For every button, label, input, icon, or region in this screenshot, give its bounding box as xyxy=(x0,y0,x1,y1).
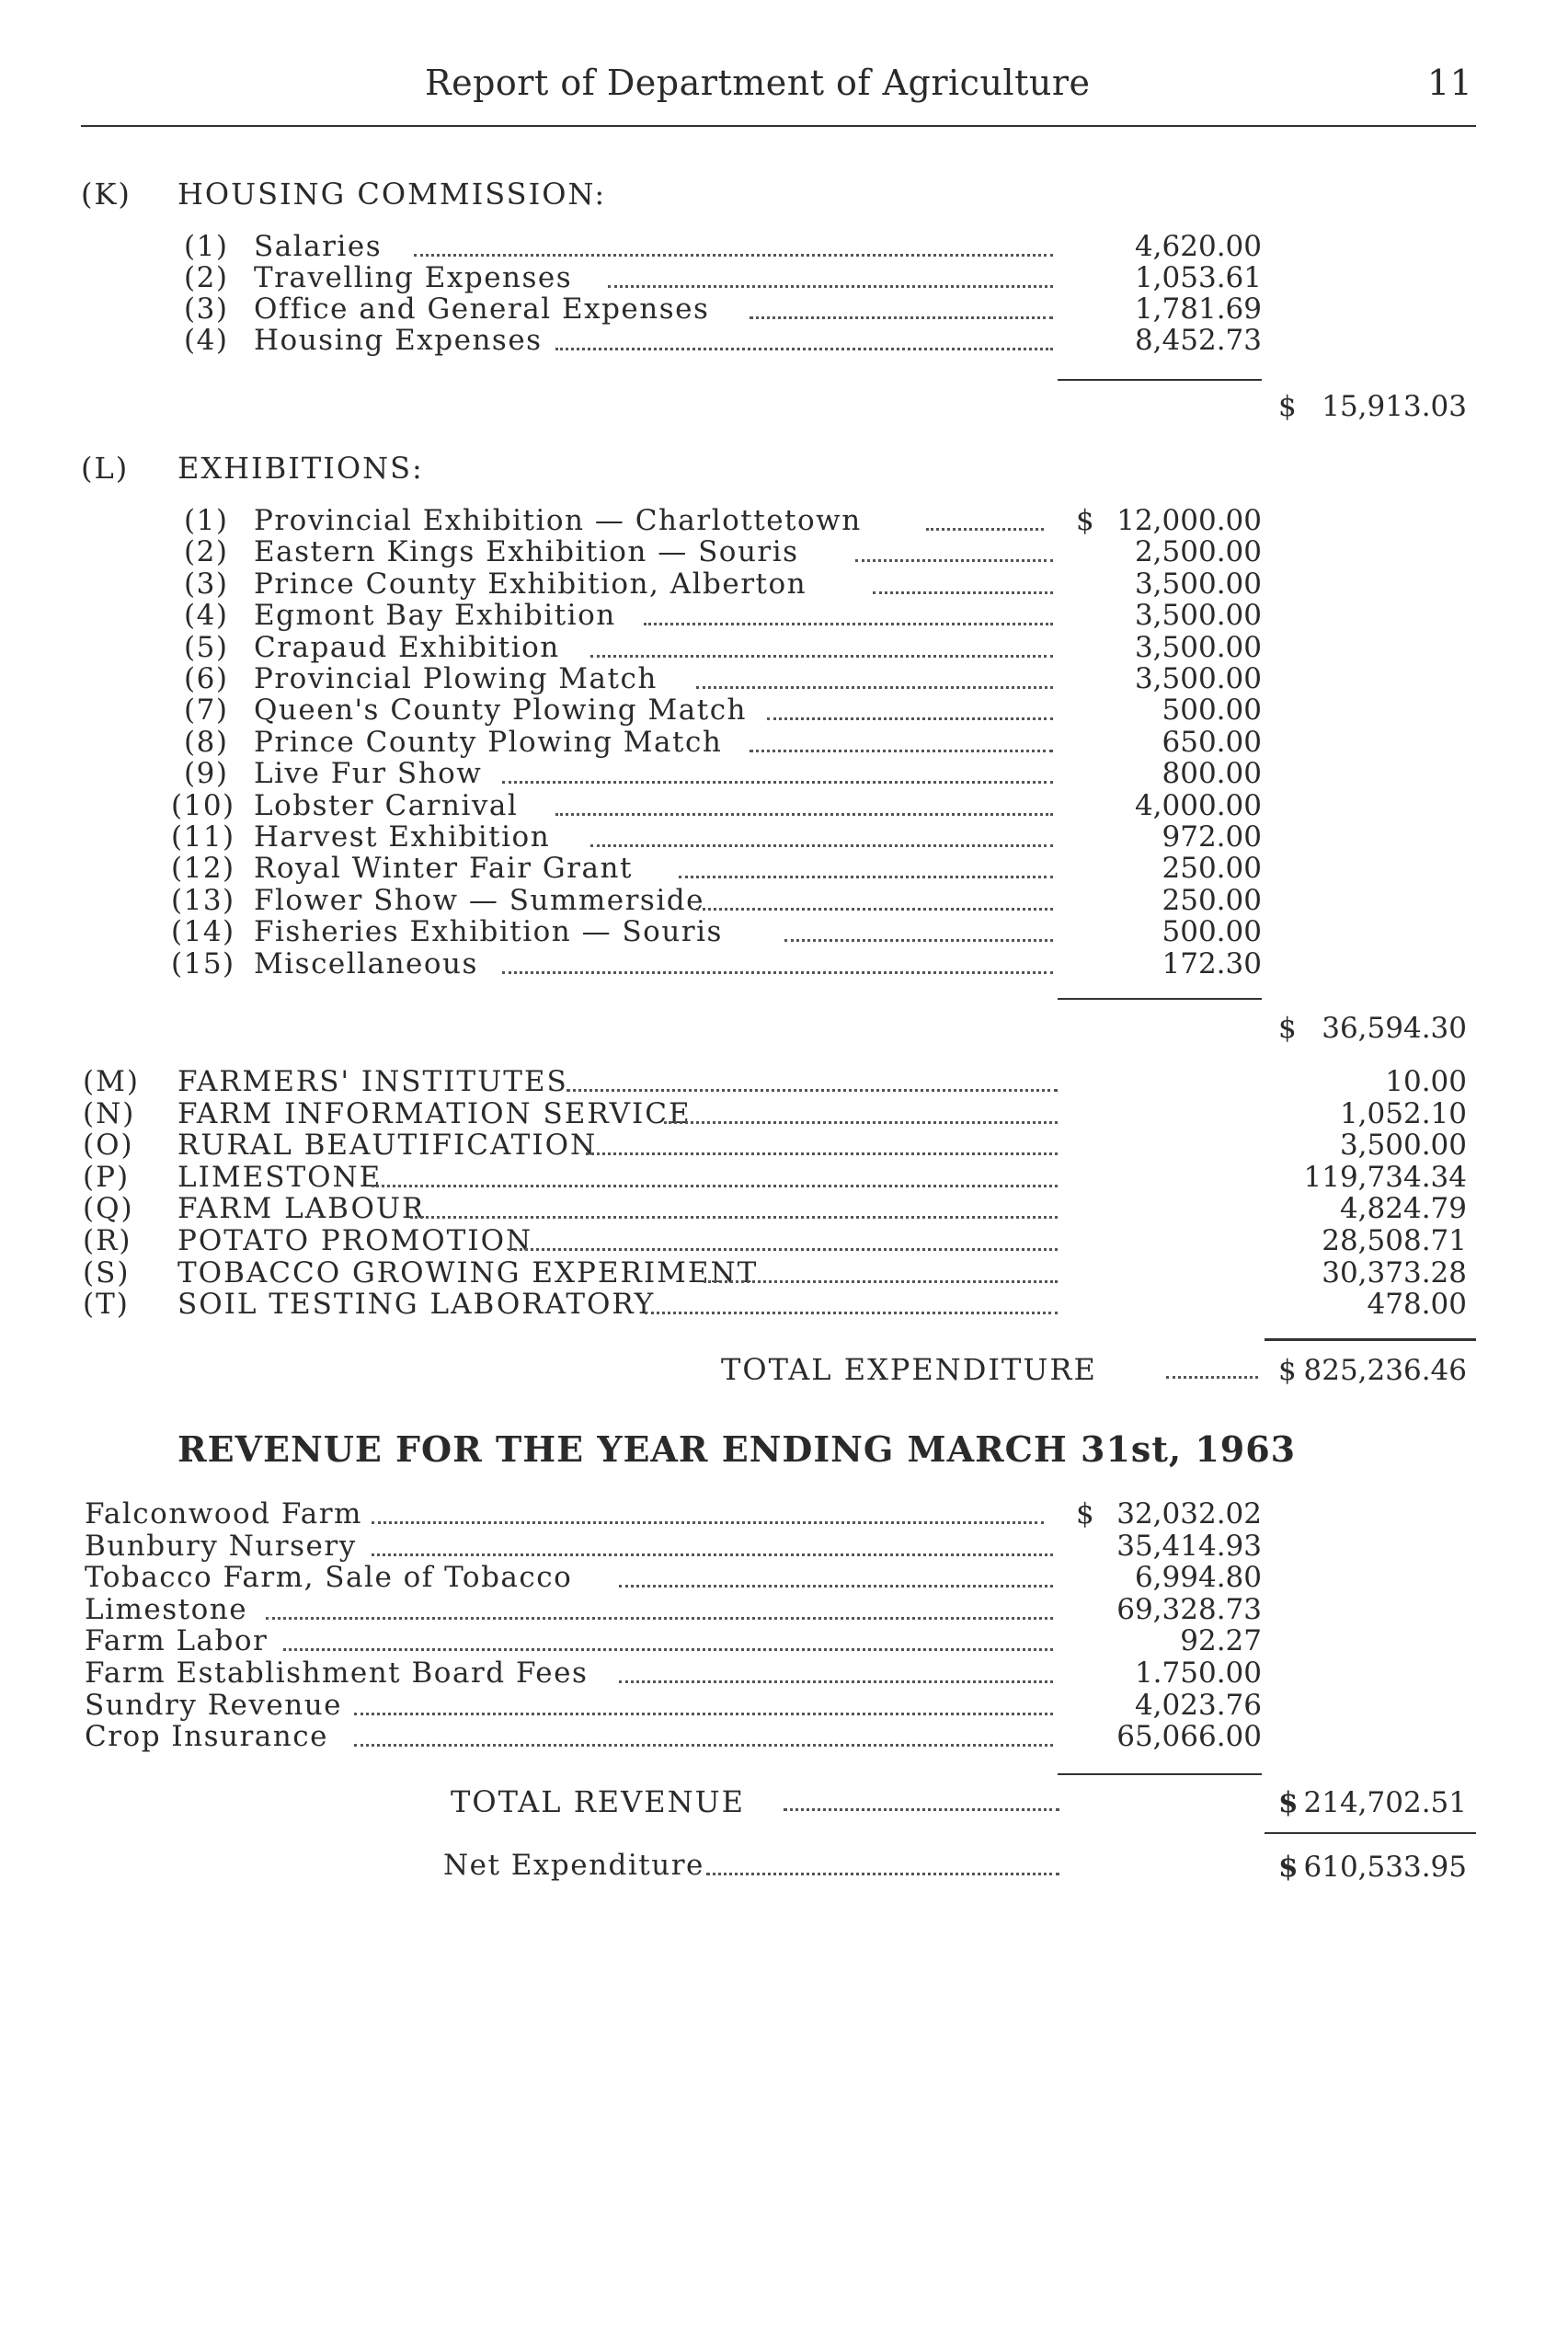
other-section-label: FARM LABOUR xyxy=(177,1192,426,1225)
l-item-label: Flower Show — Summerside xyxy=(254,884,704,917)
l-item-number: (14) xyxy=(171,915,235,948)
total-expenditure-label: TOTAL EXPENDITURE xyxy=(721,1352,1097,1387)
l-item-leader xyxy=(750,750,1053,752)
other-section-code: (S) xyxy=(83,1256,131,1290)
other-section-leader xyxy=(645,1312,1058,1314)
net-expenditure-rule xyxy=(1265,1832,1476,1834)
revenue-item-label: Sundry Revenue xyxy=(85,1689,343,1722)
l-item-label: Fisheries Exhibition — Souris xyxy=(254,915,723,948)
l-item-number: (15) xyxy=(171,947,235,980)
revenue-item-label: Limestone xyxy=(85,1593,248,1626)
section-l-total: 36,594.30 xyxy=(1322,1012,1467,1045)
expenditure-total-rule xyxy=(1265,1338,1476,1341)
other-section-amount: 1,052.10 xyxy=(1339,1097,1467,1130)
section-l-subtotal-rule xyxy=(1058,998,1262,1000)
other-section-code: (R) xyxy=(83,1224,132,1257)
total-revenue-leader xyxy=(784,1808,1059,1811)
l-item-number: (3) xyxy=(184,567,229,601)
revenue-first-symbol: $ xyxy=(1076,1497,1094,1530)
revenue-subtotal-rule xyxy=(1058,1773,1262,1775)
k-item-leader xyxy=(555,348,1053,350)
net-expenditure-label: Net Expenditure xyxy=(443,1849,704,1882)
other-section-code: (M) xyxy=(83,1065,140,1098)
l-item-number: (1) xyxy=(184,504,229,537)
l-item-label: Prince County Plowing Match xyxy=(254,726,723,759)
l-item-amount: 3,500.00 xyxy=(1134,631,1262,664)
other-section-leader xyxy=(586,1152,1058,1155)
other-section-leader xyxy=(410,1216,1058,1219)
other-section-amount: 119,734.34 xyxy=(1303,1161,1467,1194)
k-item-label: Travelling Expenses xyxy=(254,261,573,294)
k-item-amount: 1,053.61 xyxy=(1134,261,1262,294)
k-item-label: Housing Expenses xyxy=(254,324,543,357)
l-item-leader xyxy=(590,844,1053,847)
revenue-item-label: Bunbury Nursery xyxy=(85,1530,357,1563)
l-item-number: (5) xyxy=(184,631,229,664)
l-item-label: Queen's County Plowing Match xyxy=(254,694,748,727)
l-item-label: Provincial Plowing Match xyxy=(254,662,658,695)
l-item-amount: 12,000.00 xyxy=(1116,504,1262,537)
k-item-label: Salaries xyxy=(254,230,383,263)
net-expenditure-symbol: $ xyxy=(1278,1851,1299,1884)
k-item-number: (4) xyxy=(184,324,229,357)
l-item-leader xyxy=(696,686,1053,689)
l-item-label: Royal Winter Fair Grant xyxy=(254,852,633,885)
k-item-leader xyxy=(608,285,1053,288)
l-item-leader xyxy=(784,939,1053,942)
l-item-amount: 500.00 xyxy=(1162,694,1262,727)
l-item-label: Prince County Exhibition, Alberton xyxy=(254,567,807,601)
net-expenditure-leader xyxy=(706,1873,1059,1875)
l-item-number: (10) xyxy=(171,789,235,822)
revenue-item-amount: 92.27 xyxy=(1180,1624,1262,1657)
l-item-number: (7) xyxy=(184,694,229,727)
k-item-number: (2) xyxy=(184,261,229,294)
l-item-number: (4) xyxy=(184,599,229,632)
revenue-item-amount: 69,328.73 xyxy=(1116,1593,1262,1626)
other-section-leader xyxy=(509,1248,1058,1251)
l-item-leader xyxy=(590,655,1053,658)
l-item-leader xyxy=(679,876,1053,878)
other-section-label: FARMERS' INSTITUTES xyxy=(177,1065,568,1098)
l-item-amount: 3,500.00 xyxy=(1134,662,1262,695)
revenue-item-label: Falconwood Farm xyxy=(85,1497,362,1530)
k-item-number: (3) xyxy=(184,292,229,326)
l-item-label: Eastern Kings Exhibition — Souris xyxy=(254,535,799,568)
section-k-code: (K) xyxy=(81,177,132,212)
revenue-item-leader xyxy=(619,1680,1053,1683)
revenue-item-label: Farm Establishment Board Fees xyxy=(85,1656,589,1690)
k-item-label: Office and General Expenses xyxy=(254,292,710,326)
l-item-number: (8) xyxy=(184,726,229,759)
section-k-title: HOUSING COMMISSION: xyxy=(177,177,607,212)
other-section-leader xyxy=(664,1121,1058,1124)
other-section-label: POTATO PROMOTION xyxy=(177,1224,533,1257)
l-item-number: (6) xyxy=(184,662,229,695)
revenue-item-amount: 35,414.93 xyxy=(1116,1530,1262,1563)
page-title: Report of Department of Agriculture xyxy=(425,63,1091,103)
l-item-leader xyxy=(502,971,1053,974)
l-item-leader xyxy=(926,528,1044,531)
other-section-code: (Q) xyxy=(83,1192,134,1225)
revenue-item-label: Crop Insurance xyxy=(85,1720,328,1753)
l-item-amount: 650.00 xyxy=(1162,726,1262,759)
l-item-number: (2) xyxy=(184,535,229,568)
other-section-leader xyxy=(567,1089,1058,1092)
l-item-amount: 2,500.00 xyxy=(1134,535,1262,568)
other-section-label: LIMESTONE xyxy=(177,1161,383,1194)
other-section-label: TOBACCO GROWING EXPERIMENT xyxy=(177,1256,759,1290)
section-k-total-symbol: $ xyxy=(1278,390,1297,423)
k-item-amount: 1,781.69 xyxy=(1134,292,1262,326)
l-item-label: Crapaud Exhibition xyxy=(254,631,560,664)
revenue-item-leader xyxy=(354,1744,1053,1747)
other-section-label: SOIL TESTING LABORATORY xyxy=(177,1288,656,1321)
net-expenditure-amount: 610,533.95 xyxy=(1303,1851,1467,1884)
other-section-label: RURAL BEAUTIFICATION xyxy=(177,1129,598,1162)
other-section-amount: 30,373.28 xyxy=(1322,1256,1467,1290)
revenue-item-leader xyxy=(354,1713,1053,1715)
l-item-amount: 250.00 xyxy=(1162,852,1262,885)
l-item-label: Harvest Exhibition xyxy=(254,820,551,854)
l-item-leader xyxy=(855,559,1053,562)
other-section-code: (P) xyxy=(83,1161,131,1194)
l-item-amount: 172.30 xyxy=(1162,947,1262,980)
revenue-item-amount: 65,066.00 xyxy=(1116,1720,1262,1753)
k-item-amount: 4,620.00 xyxy=(1134,230,1262,263)
l-item-amount: 3,500.00 xyxy=(1134,599,1262,632)
total-revenue-amount: 214,702.51 xyxy=(1303,1786,1467,1819)
l-item-leader xyxy=(873,591,1053,594)
l-item-leader xyxy=(502,781,1053,784)
section-l-title: EXHIBITIONS: xyxy=(177,451,424,486)
revenue-item-amount: 1.750.00 xyxy=(1134,1656,1262,1690)
k-item-leader xyxy=(750,316,1053,319)
other-section-amount: 3,500.00 xyxy=(1339,1129,1467,1162)
l-item-number: (13) xyxy=(171,884,235,917)
l-item-leader xyxy=(555,813,1053,816)
other-section-leader xyxy=(704,1280,1058,1283)
total-revenue-symbol: $ xyxy=(1278,1786,1299,1819)
other-section-amount: 28,508.71 xyxy=(1322,1224,1467,1257)
l-item-leader xyxy=(696,908,1053,911)
other-section-label: FARM INFORMATION SERVICE xyxy=(177,1097,692,1130)
l-item-leader xyxy=(767,717,1053,720)
l-item-number: (11) xyxy=(171,820,235,854)
revenue-heading: REVENUE FOR THE YEAR ENDING MARCH 31st, 1963 xyxy=(177,1428,1297,1470)
total-revenue-label: TOTAL REVENUE xyxy=(451,1784,745,1819)
l-item-label: Provincial Exhibition — Charlottetown xyxy=(254,504,862,537)
revenue-item-label: Farm Labor xyxy=(85,1624,269,1657)
other-section-code: (O) xyxy=(83,1129,134,1162)
header-rule xyxy=(81,125,1476,127)
revenue-item-leader xyxy=(372,1521,1044,1524)
l-item-amount: 4,000.00 xyxy=(1134,789,1262,822)
other-section-amount: 478.00 xyxy=(1367,1288,1467,1321)
l-item-label: Egmont Bay Exhibition xyxy=(254,599,616,632)
section-l-code: (L) xyxy=(81,451,130,486)
revenue-item-amount: 4,023.76 xyxy=(1134,1689,1262,1722)
l-item-amount: 250.00 xyxy=(1162,884,1262,917)
k-item-number: (1) xyxy=(184,230,229,263)
other-section-leader xyxy=(372,1185,1058,1187)
section-l-total-symbol: $ xyxy=(1278,1012,1297,1045)
k-item-leader xyxy=(414,254,1053,257)
other-section-amount: 10.00 xyxy=(1385,1065,1467,1098)
l-item-label: Live Fur Show xyxy=(254,757,483,790)
l-item-label: Miscellaneous xyxy=(254,947,478,980)
revenue-item-leader xyxy=(372,1553,1053,1556)
revenue-item-amount: 6,994.80 xyxy=(1134,1561,1262,1594)
l-item-amount: 800.00 xyxy=(1162,757,1262,790)
l-item-label: Lobster Carnival xyxy=(254,789,519,822)
other-section-code: (N) xyxy=(83,1097,136,1130)
page-number: 11 xyxy=(1427,63,1473,103)
other-section-amount: 4,824.79 xyxy=(1339,1192,1467,1225)
l-item-amount: 3,500.00 xyxy=(1134,567,1262,601)
section-k-subtotal-rule xyxy=(1058,379,1262,381)
revenue-item-amount: 32,032.02 xyxy=(1116,1497,1262,1530)
revenue-item-leader xyxy=(283,1648,1053,1651)
l-item-amount: 500.00 xyxy=(1162,915,1262,948)
section-k-total: 15,913.03 xyxy=(1322,390,1467,423)
revenue-item-label: Tobacco Farm, Sale of Tobacco xyxy=(85,1561,573,1594)
revenue-item-leader xyxy=(266,1617,1053,1620)
k-item-amount: 8,452.73 xyxy=(1134,324,1262,357)
total-expenditure-amount: 825,236.46 xyxy=(1303,1354,1467,1387)
total-expenditure-symbol: $ xyxy=(1278,1354,1297,1387)
section-l-first-symbol: $ xyxy=(1076,504,1094,537)
l-item-number: (9) xyxy=(184,757,229,790)
l-item-number: (12) xyxy=(171,852,235,885)
other-section-code: (T) xyxy=(83,1288,130,1321)
l-item-amount: 972.00 xyxy=(1162,820,1262,854)
revenue-item-leader xyxy=(619,1585,1053,1588)
total-expenditure-leader xyxy=(1166,1376,1258,1379)
l-item-leader xyxy=(644,623,1053,625)
